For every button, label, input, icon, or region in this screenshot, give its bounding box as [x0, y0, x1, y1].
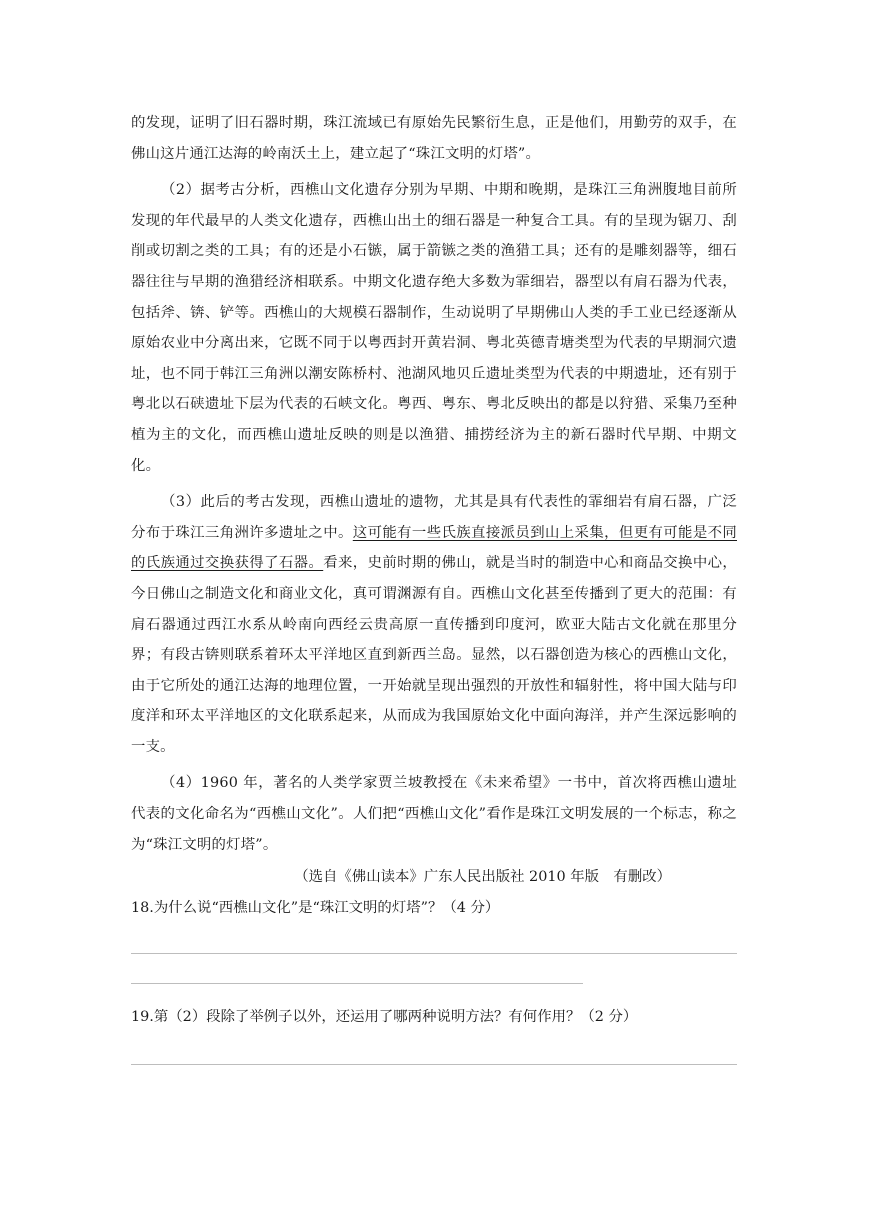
answer-line-19-1[interactable]: [131, 1064, 737, 1065]
paragraph-3: [131, 487, 737, 762]
source-citation: （选自《佛山读本》广东人民出版社 2010 年版 有删改）: [294, 869, 671, 886]
paragraph-4: （4）1960 年，著名的人类学家贾兰坡教授在《未来希望》一书中，首次将西樵山遗址代表的文化命名为“西樵山文化”。人们把“西樵山文化”看作是珠江文明发展的一个标志，称之为“珠江文明的灯塔”。: [131, 775, 737, 853]
paragraph-3-text: （3）此后的考古发现，西樵山遗址的遗物，尤其是具有代表性的霏细岩有肩石器，广泛分布于珠江三角洲许多遗址之中。: [131, 494, 737, 541]
document-page: [131, 108, 737, 1065]
question-19: 19.第（2）段除了举例子以外，还运用了哪两种说明方法？有何作用？（2 分）: [131, 1008, 638, 1025]
paragraph-3-underlined-sentence: 这可能有一些氏族直接派员到山上采集，但更有可能是不同的氏族通过交换获得了石器。: [131, 524, 737, 572]
paragraph-1: 的发现，证明了旧石器时期，珠江流域已有原始先民繁衍生息，正是他们，用勤劳的双手，在佛山这片通江达海的岭南沃土上，建立起了“珠江文明的灯塔”。: [131, 115, 737, 162]
question-18: 18.为什么说“西樵山文化”是“珠江文明的灯塔”？（4 分）: [131, 899, 500, 916]
paragraph-3-text-continued: 看来，史前时期的佛山，就是当时的制造中心和商品交换中心，今日佛山之制造文化和商业文化，真可谓渊源有自。西樵山文化甚至传播到了更大的范围：有肩石器通过西江水系从岭南向西经云贵高原一直传播到印度河，欧亚大陆古文化就在那里分界；有段古锛则联系着环太平洋地区直到新西兰岛。显然，以石器创造为核心的西樵山文化，由于它所处的通江达海的地理位置，一开始就呈现出强烈的开放性和辐射性，将中国大陆与印度洋和环太平洋地区的文化联系起来，从而成为我国原始文化中面向海洋，并产生深远影响的一支。: [131, 555, 737, 755]
paragraph-2: （2）据考古分析，西樵山文化遗存分别为早期、中期和晚期，是珠江三角洲腹地目前所发现的年代最早的人类文化遗存，西樵山出土的细石器是一种复合工具。有的呈现为锯刀、刮削或切割之类的工具；有的还是小石镞，属于箭镞之类的渔猎工具；还有的是雕刻器等，细石器往往与早期的渔猎经济相联系。中期文化遗存绝大多数为霏细岩，器型以有肩石器为代表，包括斧、锛、铲等。西樵山的大规模石器制作，生动说明了早期佛山人类的手工业已经逐渐从原始农业中分离出来，它既不同于以粤西封开黄岩洞、粤北英德青塘类型为代表的早期洞穴遗址，也不同于韩江三角洲以潮安陈桥村、池湖风地贝丘遗址类型为代表的中期遗址，还有别于粤北以石硖遗址下层为代表的石峡文化。粤西、粤东、粤北反映出的都是以狩猎、采集乃至种植为主的文化，而西樵山遗址反映的则是以渔猎、捕捞经济为主的新石器时代早期、中期文化。: [131, 182, 737, 474]
